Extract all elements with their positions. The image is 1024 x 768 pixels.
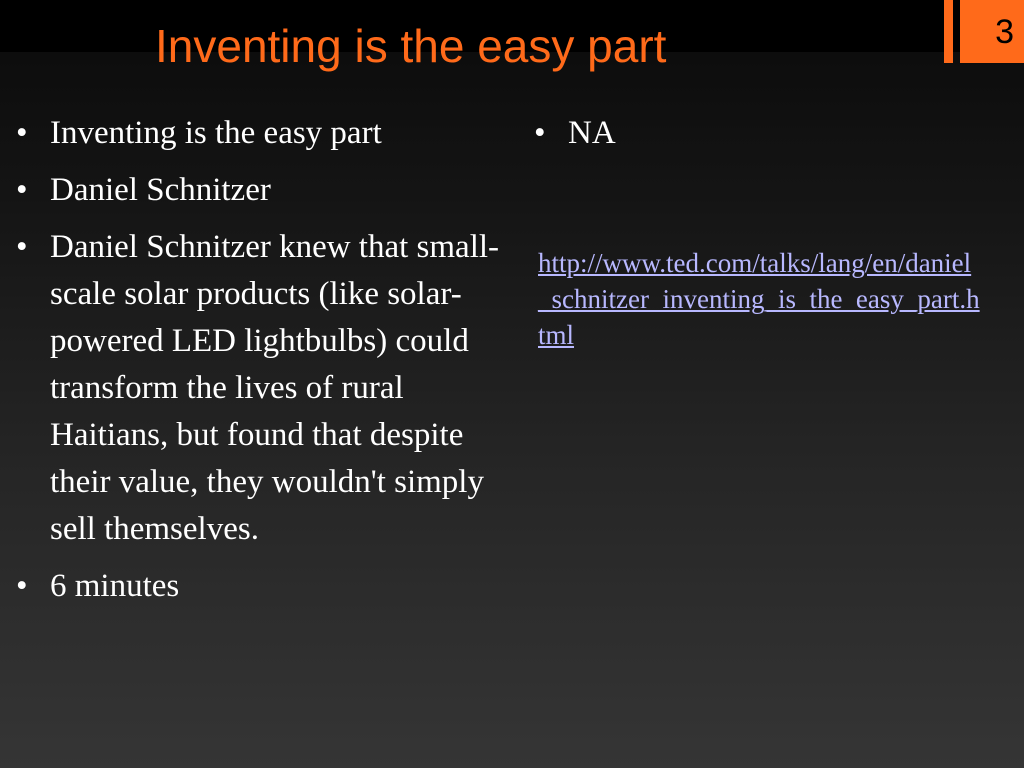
bullet-text: Daniel Schnitzer (50, 172, 271, 208)
left-bullet-list (12, 110, 502, 620)
bullet-text: Daniel Schnitzer knew that small-scale solar products (like solar-powered LED lightbulbs) could transform the lives of rural Haitians, but found that despite their value, they wouldn't simply sell themselves. (50, 229, 500, 547)
bullet-dot: • (16, 172, 28, 208)
bullet-dot: • (534, 115, 546, 151)
slide-number-accent-bar (944, 0, 953, 63)
bullet-dot: • (16, 568, 28, 604)
slide-number: 3 (995, 13, 1014, 51)
right-bullet-list (530, 110, 990, 167)
bullet-item (530, 110, 990, 157)
ted-talk-link[interactable]: http://www.ted.com/talks/lang/en/daniel_schnitzer_inventing_is_the_easy_part.html (538, 248, 980, 350)
bullet-dot: • (16, 229, 28, 265)
bullet-text: Inventing is the easy part (50, 115, 382, 151)
slide-title: Inventing is the easy part (155, 20, 667, 72)
bullet-text: NA (568, 115, 616, 151)
bullet-item (12, 563, 502, 610)
bullet-item (12, 224, 502, 553)
bullet-item (12, 110, 502, 157)
slide-number-box (960, 0, 1024, 63)
bullet-dot: • (16, 115, 28, 151)
bullet-item (12, 167, 502, 214)
bullet-text: 6 minutes (50, 568, 180, 604)
